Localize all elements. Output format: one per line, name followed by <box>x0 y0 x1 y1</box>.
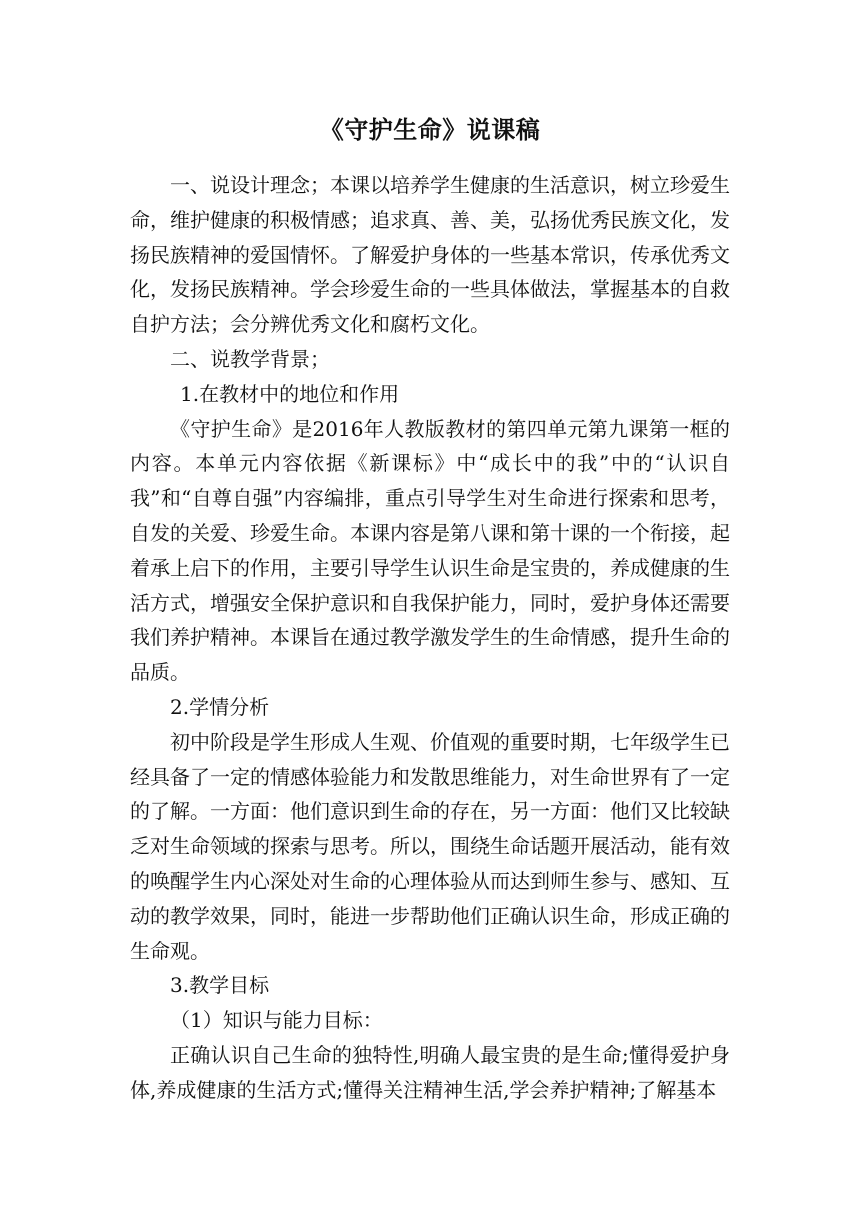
subsection-heading-teaching-goals: 3.教学目标 <box>170 973 270 998</box>
subsection-heading-learner-analysis: 2.学情分析 <box>170 694 270 719</box>
document-title: 《守护生命》说课稿 <box>319 115 541 144</box>
learner-analysis-paragraph: 初中阶段是学生形成人生观、价值观的重要时期，七年级学生已经具备了一定的情感体验能力和发散思维能力，对生命世界有了一定的了解。一方面：他们意识到生命的存在，另一方面：他们又比较缺乏对生命领域的探索与思考。所以，围绕生命话题开展活动，能有效的唤醒学生内心深处对生命的心理体验从而达到师生参与、感知、互动的教学效果，同时，能进一步帮助他们正确认识生命，形成正确的生命观。 <box>130 729 730 963</box>
subsection-heading-textbook-role: 1.在教材中的地位和作用 <box>180 381 400 406</box>
knowledge-ability-paragraph: 正确认识自己生命的独特性,明确人最宝贵的是生命;懂得爱护身体,养成健康的生活方式;懂得关注精神生活,学会养护精神;了解基本 <box>130 1042 730 1102</box>
textbook-role-paragraph: 《守护生命》是2016年人教版教材的第四单元第九课第一框的内容。本单元内容依据《新课标》中“成长中的我”中的“认识自我”和“自尊自强”内容编排，重点引导学生对生命进行探索和思考，自发的关爱、珍爱生命。本课内容是第八课和第十课的一个衔接，起着承上启下的作用，主要引导学生认识生命是宝贵的，养成健康的生活方式，增强安全保护意识和自我保护能力，同时，爱护身体还需要我们养护精神。本课旨在通过教学激发学生的生命情感，提升生命的品质。 <box>130 416 730 685</box>
design-concept-paragraph: 一、说设计理念；本课以培养学生健康的生活意识，树立珍爱生命，维护健康的积极情感；追求真、善、美，弘扬优秀民族文化，发扬民族精神的爱国情怀。了解爱护身体的一些基本常识，传承优秀文化，发扬民族精神。学会珍爱生命的一些具体做法，掌握基本的自救自护方法；会分辨优秀文化和腐朽文化。 <box>130 173 730 337</box>
document-body <box>130 168 730 1108</box>
section-heading-teaching-background: 二、说教学背景； <box>170 346 330 371</box>
goal-heading-knowledge-ability: （1）知识与能力目标： <box>170 1008 383 1033</box>
